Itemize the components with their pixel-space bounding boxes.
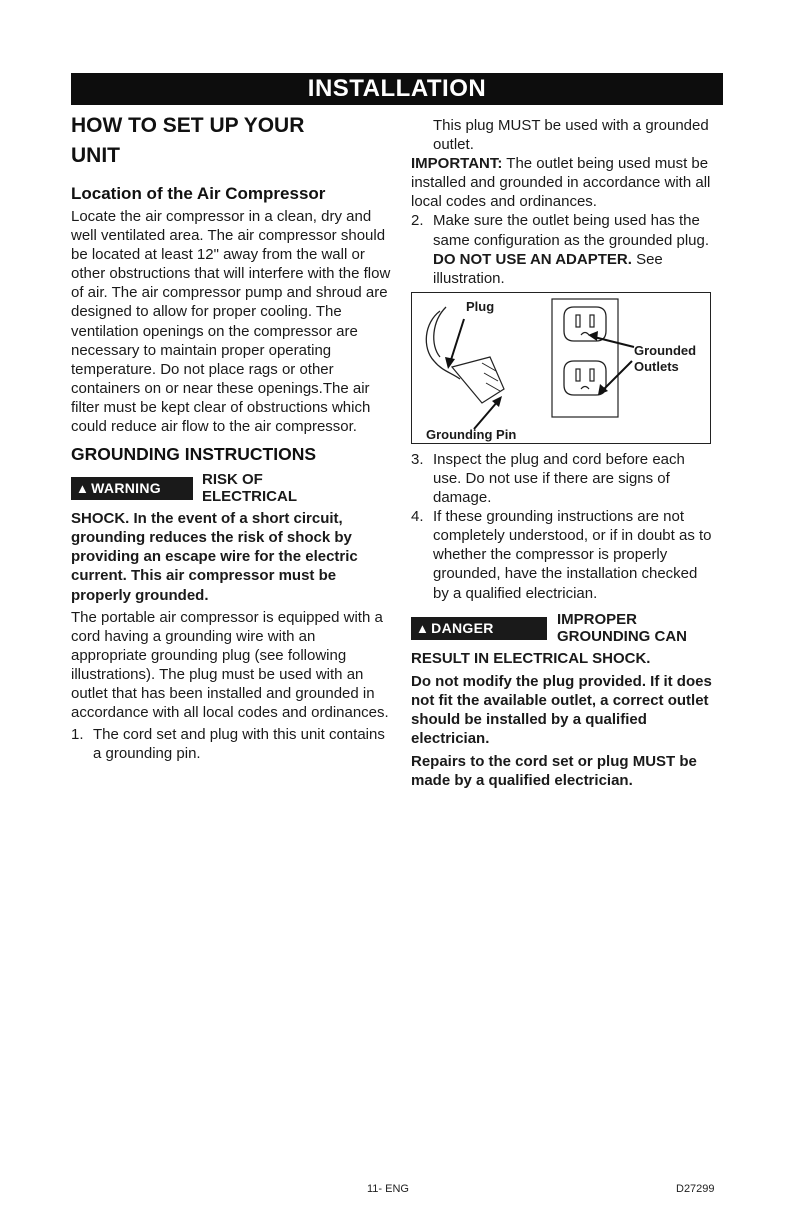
list-number: 3. <box>411 450 424 468</box>
plug-prongs <box>482 363 500 391</box>
pin-arrow <box>474 401 498 429</box>
warning-title-line2: ELECTRICAL <box>202 488 297 506</box>
outlet-slot <box>590 315 594 327</box>
outlet-plate <box>552 299 618 417</box>
setup-heading-line1: HOW TO SET UP YOUR <box>71 114 305 137</box>
list-item <box>411 507 716 602</box>
important-paragraph <box>411 154 716 211</box>
danger-body-repairs: Repairs to the cord set or plug MUST be made by a qualified electrician. <box>411 753 697 790</box>
ground-hole <box>581 332 589 335</box>
danger-title-line1: IMPROPER <box>557 610 638 628</box>
outlet-receptacle <box>564 307 606 341</box>
location-paragraph: Locate the air compressor in a clean, dry and well ventilated area. The air compressor should be located at least 12" away from the wall or other obstructions that will interfere with the flow of air. The air compressor pump and shroud are designed to allow for proper cooling. The ventilation openings on the compressor are necessary to maintain proper operating temperature. Do not place rags or other containers on or near these openings.The air filter must be kept clear of obstructions which could reduce air flow to the air compressor. <box>71 208 391 436</box>
outlet-slot <box>576 315 580 327</box>
warning-title <box>202 471 297 505</box>
plug-outlet-illustration <box>411 292 711 444</box>
plug-paragraph: This plug MUST be used with a grounded outlet. <box>433 117 709 154</box>
warning-triangle-icon: ▲ <box>76 481 90 497</box>
list-text-bold: DO NOT USE AN ADAPTER. <box>433 250 632 268</box>
list-text: Make sure the outlet being used has the same configuration as the grounded plug. <box>433 212 710 249</box>
important-text: The outlet being used must be installed and grounded in accordance with all local codes and ordinances. <box>411 155 711 211</box>
list-number: 1. <box>71 726 84 744</box>
portable-paragraph: The portable air compressor is equipped with a cord having a grounding wire with an appropriate grounding plug (see following illustrations). The plug must be used with an outlet that has been installed and grounded in accordance with all local codes and ordinances. <box>71 608 389 722</box>
danger-title-line2: GROUNDING CAN <box>557 627 687 645</box>
page-number: 11- ENG <box>367 1183 409 1195</box>
label-grounded: Grounded <box>634 342 697 358</box>
section-banner: INSTALLATION <box>71 73 723 105</box>
steps-list-right <box>411 211 716 287</box>
warning-badge <box>71 477 193 500</box>
label-outlets: Outlets <box>634 358 679 374</box>
label-plug: Plug <box>466 298 495 314</box>
list-text: Inspect the plug and cord before each use. Do not use if there are signs of damage. <box>433 450 685 507</box>
label-grounding-pin: Grounding Pin <box>426 426 517 442</box>
document-code: D27299 <box>676 1183 715 1195</box>
danger-badge <box>411 617 547 640</box>
danger-title-line3: RESULT IN ELECTRICAL SHOCK. <box>411 649 651 667</box>
danger-badge-label: DANGER <box>431 619 494 636</box>
warning-callout <box>71 471 391 509</box>
outlet-slot <box>590 369 594 381</box>
ground-hole <box>581 386 589 389</box>
plug-arrow <box>450 319 464 363</box>
location-heading: Location of the Air Compressor <box>71 184 326 203</box>
list-text: The cord set and plug with this unit contains a grounding pin. <box>93 726 385 763</box>
list-item <box>71 725 391 763</box>
grounding-heading: GROUNDING INSTRUCTIONS <box>71 444 316 465</box>
right-column <box>411 116 716 790</box>
list-item <box>411 211 716 287</box>
danger-triangle-icon: ▲ <box>416 620 430 636</box>
steps-list-right-2 <box>411 450 716 603</box>
outlet-arrow-head <box>588 331 598 341</box>
list-number: 4. <box>411 508 424 526</box>
important-label: IMPORTANT: <box>411 155 503 173</box>
list-text-tail: See illustration. <box>433 250 663 287</box>
list-text: If these grounding instructions are not completely understood, or if in doubt as to whether the compressor is properly grounded, have the installation checked by a qualified electrician. <box>433 508 712 602</box>
steps-list-left <box>71 725 391 763</box>
warning-body: SHOCK. In the event of a short circuit, grounding reduces the risk of shock by providing an escape wire for the electric current. This air compressor must be properly grounded. <box>71 510 358 604</box>
warning-title-line1: RISK OF <box>202 471 263 489</box>
danger-title <box>557 611 687 645</box>
warning-badge-label: WARNING <box>91 480 161 497</box>
setup-heading-line2: UNIT <box>71 144 120 167</box>
danger-body-modify: Do not modify the plug provided. If it does not fit the available outlet, a correct outlet should be installed by a qualified electrician. <box>411 672 712 747</box>
list-number: 2. <box>411 212 424 230</box>
outlet-slot <box>576 369 580 381</box>
list-item <box>411 450 716 507</box>
danger-callout <box>411 611 716 649</box>
left-column <box>71 113 391 763</box>
outlet-arrow <box>594 337 634 347</box>
